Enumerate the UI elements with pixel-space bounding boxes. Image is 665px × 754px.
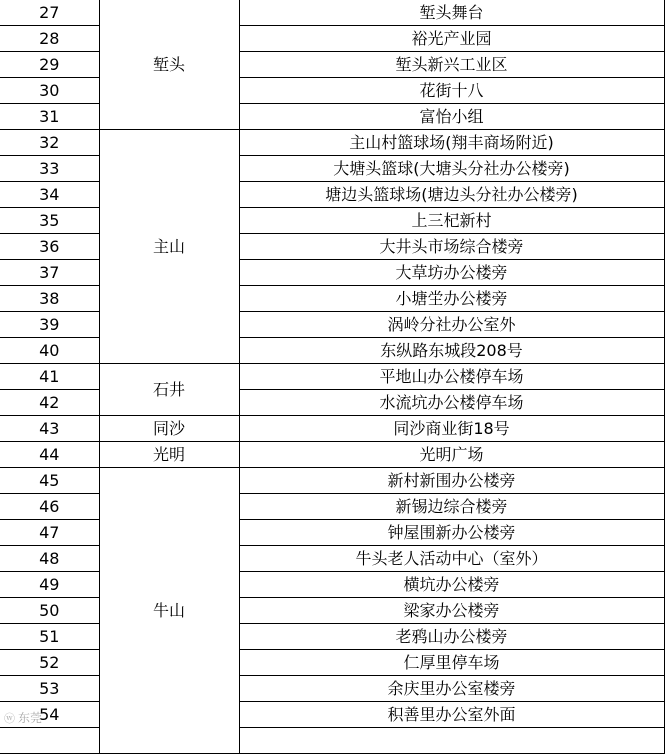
row-number: 47: [0, 520, 99, 546]
row-number: [0, 728, 99, 754]
row-number: 41: [0, 364, 99, 390]
row-number: 40: [0, 338, 99, 364]
row-number: 28: [0, 26, 99, 52]
town-cell: 牛山: [99, 468, 239, 754]
weibo-icon: ⓦ: [4, 711, 15, 725]
watermark: [4, 709, 42, 726]
location-cell: 平地山办公楼停车场: [239, 364, 664, 390]
location-cell: 东纵路东城段208号: [239, 338, 664, 364]
location-cell: 富怡小组: [239, 104, 664, 130]
row-number: 43: [0, 416, 99, 442]
location-cell: 上三杞新村: [239, 208, 664, 234]
location-cell: 大井头市场综合楼旁: [239, 234, 664, 260]
location-cell: 同沙商业街18号: [239, 416, 664, 442]
location-cell: 横坑办公楼旁: [239, 572, 664, 598]
row-number: 49: [0, 572, 99, 598]
location-cell: 梁家办公楼旁: [239, 598, 664, 624]
table-row: [0, 0, 664, 26]
location-cell: 钟屋围新办公楼旁: [239, 520, 664, 546]
table-row: [0, 442, 664, 468]
town-cell: 主山: [99, 130, 239, 364]
row-number: 54: [0, 702, 99, 728]
table-row: [0, 130, 664, 156]
row-number: 46: [0, 494, 99, 520]
watermark-text: 东莞: [18, 711, 43, 725]
location-cell: 花街十八: [239, 78, 664, 104]
row-number: 34: [0, 182, 99, 208]
location-cell: 大草坊办公楼旁: [239, 260, 664, 286]
location-cell: 堑头新兴工业区: [239, 52, 664, 78]
row-number: 29: [0, 52, 99, 78]
location-cell: 涡岭分社办公室外: [239, 312, 664, 338]
row-number: 33: [0, 156, 99, 182]
row-number: 51: [0, 624, 99, 650]
row-number: 32: [0, 130, 99, 156]
row-number: 35: [0, 208, 99, 234]
table-row: [0, 364, 664, 390]
row-number: 30: [0, 78, 99, 104]
row-number: 48: [0, 546, 99, 572]
table-row: [0, 468, 664, 494]
location-cell: 塘边头篮球场(塘边头分社办公楼旁): [239, 182, 664, 208]
town-cell: 堑头: [99, 0, 239, 130]
town-cell: 光明: [99, 442, 239, 468]
location-cell: 大塘头篮球(大塘头分社办公楼旁): [239, 156, 664, 182]
location-cell: 牛头老人活动中心（室外）: [239, 546, 664, 572]
location-cell: 新村新围办公楼旁: [239, 468, 664, 494]
row-number: 37: [0, 260, 99, 286]
location-cell: 裕光产业园: [239, 26, 664, 52]
row-number: 50: [0, 598, 99, 624]
row-number: 31: [0, 104, 99, 130]
location-cell: 光明广场: [239, 442, 664, 468]
row-number: 36: [0, 234, 99, 260]
row-number: 42: [0, 390, 99, 416]
town-cell: 石井: [99, 364, 239, 416]
location-cell: 水流坑办公楼停车场: [239, 390, 664, 416]
location-cell: 主山村篮球场(翔丰商场附近): [239, 130, 664, 156]
location-cell: 老鸦山办公楼旁: [239, 624, 664, 650]
row-number: 27: [0, 0, 99, 26]
location-cell: 余庆里办公室楼旁: [239, 676, 664, 702]
row-number: 44: [0, 442, 99, 468]
town-cell: 同沙: [99, 416, 239, 442]
location-cell: 堑头舞台: [239, 0, 664, 26]
table-row: [0, 416, 664, 442]
row-number: 53: [0, 676, 99, 702]
row-number: 39: [0, 312, 99, 338]
location-cell: 仁厚里停车场: [239, 650, 664, 676]
row-number: 38: [0, 286, 99, 312]
location-cell: 新锡边综合楼旁: [239, 494, 664, 520]
location-cell: 小塘坣办公楼旁: [239, 286, 664, 312]
location-cell: 积善里办公室外面: [239, 702, 664, 728]
town-cell: [239, 728, 664, 754]
row-number: 45: [0, 468, 99, 494]
row-number: 52: [0, 650, 99, 676]
